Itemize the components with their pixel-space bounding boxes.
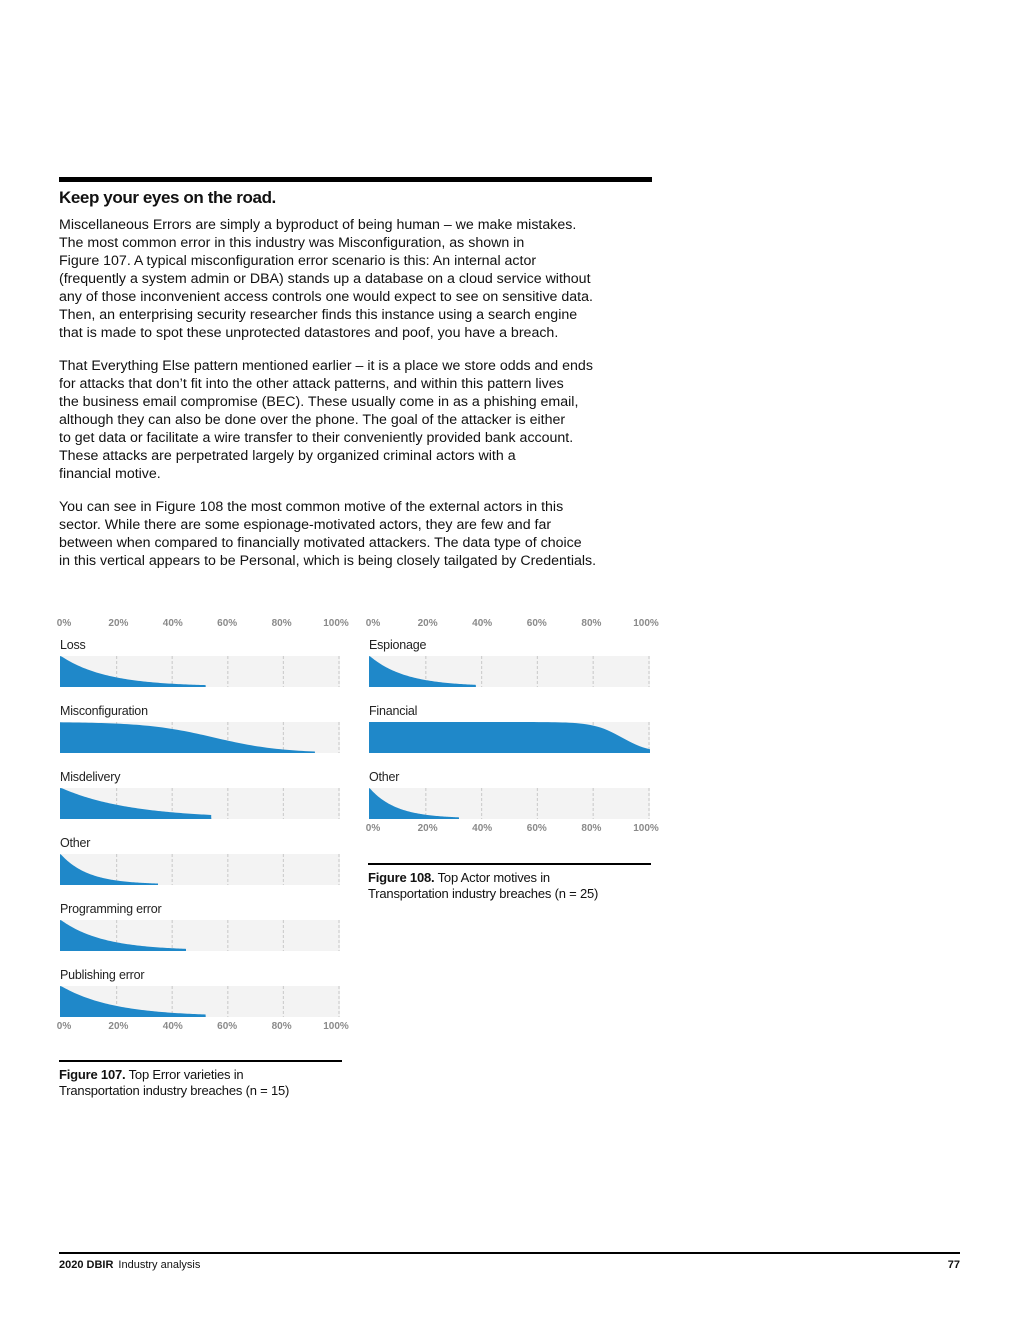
x-axis-top [365,618,659,632]
paragraph: That Everything Else pattern mentioned earlier – it is a place we store odds and ends for attacks that don’t fit into the other attack patterns, and within this pattern lives the business email compromise (BEC). These usually come in as a phishing email, although they can also be done over the phone. The goal of the attacker is either to get data or facilitate a wire transfer to their conveniently provided bank account. These attacks are perpetrated largely by organized criminal actors with a financial motive. [59,358,593,482]
series-label: Other [60,836,91,850]
x-tick-label: 80% [581,618,602,629]
series-label: Programming error [60,902,162,916]
caption-text: Top Actor motives in Transportation industry breaches (n = 25) [368,870,599,901]
series-row [60,902,340,951]
x-tick-label: 40% [162,1021,183,1032]
x-tick-label: 0% [56,1021,72,1032]
series-label: Publishing error [60,968,145,982]
x-axis-bottom [56,1021,349,1035]
series-area-plot [60,722,340,753]
figure-label: Figure 108. [368,870,435,885]
x-tick-label: 0% [365,823,381,834]
x-tick-label: 100% [323,618,349,629]
x-tick-label: 60% [217,618,238,629]
x-tick-label: 80% [581,823,602,834]
series-label: Financial [369,704,418,718]
series-label: Loss [60,638,86,652]
series-row [60,704,340,753]
series-label: Other [369,770,400,784]
report-name: 2020 DBIR [59,1259,114,1271]
x-tick-label: 0% [365,618,381,629]
series-row [369,770,650,819]
page-number: 77 [947,1259,960,1271]
x-tick-label: 40% [162,618,183,629]
footer-rule [59,1252,960,1254]
x-tick-label: 20% [108,618,129,629]
x-tick-label: 80% [271,1021,292,1032]
x-tick-label: 60% [217,1021,238,1032]
x-axis-top [56,618,349,632]
x-tick-label: 20% [108,1021,129,1032]
series-row [60,836,340,885]
section-name: Industry analysis [118,1259,201,1271]
x-tick-label: 60% [526,618,547,629]
series-area-plot [60,920,340,951]
x-tick-label: 40% [472,823,493,834]
x-tick-label: 60% [526,823,547,834]
x-tick-label: 80% [271,618,292,629]
x-tick-label: 100% [633,823,659,834]
body-text [59,216,659,585]
x-tick-label: 100% [633,618,659,629]
caption-text: Top Error varieties in Transportation industry breaches (n = 15) [59,1067,290,1098]
actor-motives-chart [365,618,659,834]
series-label: Misconfiguration [60,704,148,718]
series-area-plot [60,854,340,885]
figure-label: Figure 107. [59,1067,126,1082]
series-row [60,638,340,687]
series-row [60,770,340,819]
x-tick-label: 20% [417,823,438,834]
x-tick-label: 0% [56,618,72,629]
series-row [60,968,340,1017]
paragraph: Miscellaneous Errors are simply a byproduct of being human – we make mistakes. The most common error in this industry was Misconfiguration, as shown in Figure 107. A typical misconfiguration error scenario is this: An internal actor (frequently a system admin or DBA) stands up a database on a cloud service without any of those inconvenient access controls one would expect to see on sensitive data. Then, an enterprising security researcher finds this instance using a search engine that is made to spot these unprotected datastores and poof, you have a breach. [59,217,593,341]
section-title: Keep your eyes on the road. [59,188,276,207]
series-row [369,704,650,753]
figure-107-rule [59,1060,342,1062]
series-area-plot [60,986,340,1017]
paragraph: You can see in Figure 108 the most common motive of the external actors in this sector. While there are some espionage-motivated actors, they are few and far between when compared to financially motivated attackers. The data type of choice in this vertical appears to be Personal, which is being closely tailgated by Credentials. [59,499,597,569]
series-area-plot [369,656,650,687]
series-area-plot [60,656,340,687]
x-tick-label: 100% [323,1021,349,1032]
series-area-plot [60,788,340,819]
series-area-plot [369,722,650,753]
figure-107-caption [59,1067,342,1098]
x-tick-label: 40% [472,618,493,629]
series-label: Espionage [369,638,427,652]
top-rule [59,177,652,182]
error-varieties-chart [56,618,349,1032]
figure-108-rule [368,863,651,865]
x-axis-bottom [365,823,659,837]
figure-108-caption [368,870,651,901]
series-label: Misdelivery [60,770,121,784]
footer-label [59,1259,200,1271]
series-row [369,638,650,687]
x-tick-label: 20% [417,618,438,629]
series-area-plot [369,788,650,819]
